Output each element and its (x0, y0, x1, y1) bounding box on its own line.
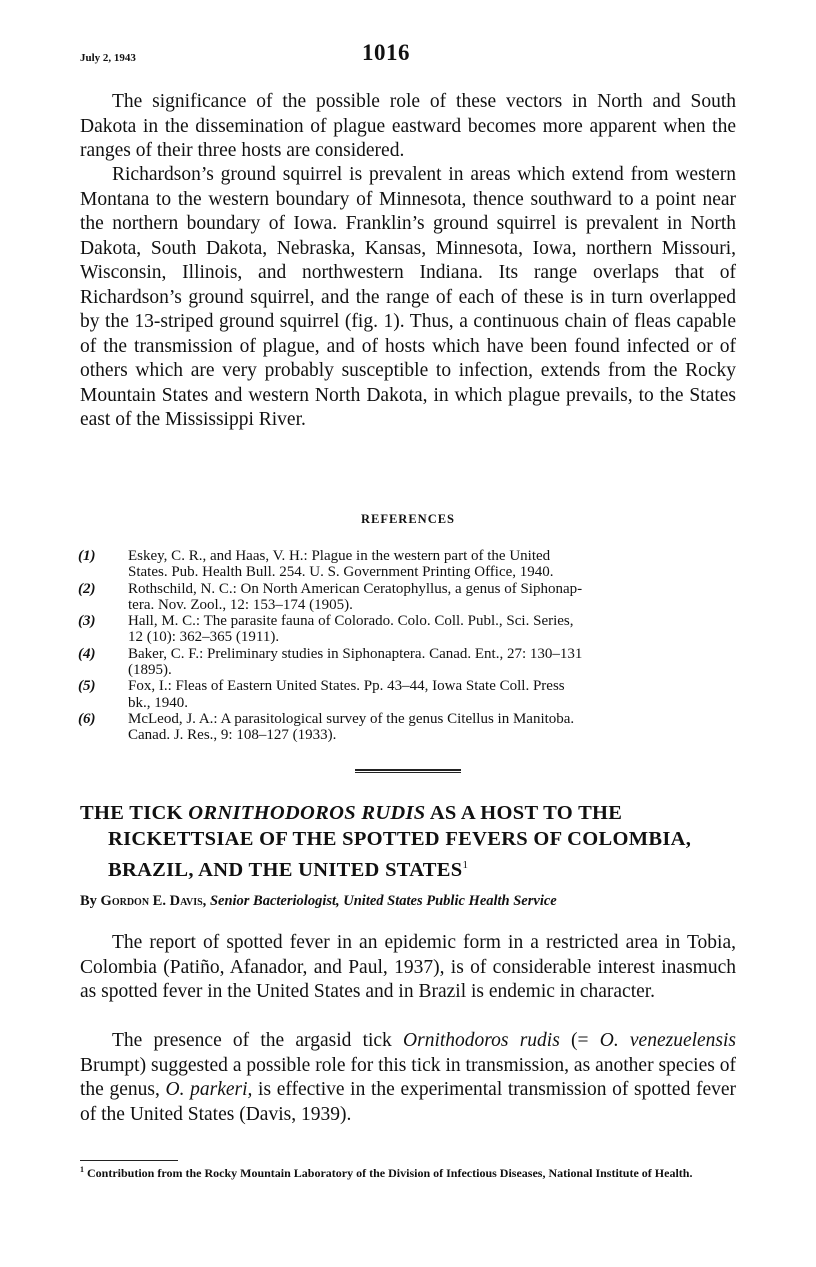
title-line (80, 852, 736, 883)
reference-text (128, 678, 738, 711)
title-line: RICKETTSIAE OF THE SPOTTED FEVERS OF COLOMBIA, (108, 828, 692, 850)
title-text: BRAZIL, AND THE UNITED STATES (108, 858, 463, 881)
reference-line: McLeod, J. A.: A parasitological survey of the genus Citellus in Manitoba. (128, 710, 575, 727)
reference-item (78, 711, 738, 744)
reference-text (128, 711, 738, 744)
reference-line: 12 (10): 362–365 (1911). (128, 629, 280, 646)
article-title (80, 800, 736, 883)
reference-line: Hall, M. C.: The parasite fauna of Colorado. Colo. Coll. Publ., Sci. Series, (128, 613, 574, 630)
body-paragraph-3 (80, 931, 736, 1005)
paragraph-text (80, 1029, 736, 1127)
text-run: is effective in the experimental transmission of spotted fever of the United States (Davis, 1939). (80, 1079, 737, 1125)
reference-line: Canad. J. Res., 9: 108–127 (1933). (128, 727, 337, 744)
text-run: Brumpt) suggested a possible role for this tick in transmission, as another species of the genus, (80, 1054, 736, 1100)
author-role: Senior Bacteriologist, United States Public Health Service (209, 893, 557, 909)
reference-number: (1) (78, 548, 96, 564)
section-divider (355, 769, 461, 771)
footnote-marker[interactable]: 1 (462, 859, 469, 871)
references-list (78, 548, 738, 744)
reference-item (78, 613, 738, 646)
body-paragraph-2 (80, 163, 736, 433)
body-paragraph-4 (80, 1029, 736, 1127)
reference-line: Eskey, C. R., and Haas, V. H.: Plague in the western part of the United (128, 548, 551, 564)
footnote-rule (80, 1160, 178, 1161)
reference-number: (6) (78, 710, 96, 727)
body-paragraph-1 (80, 90, 736, 164)
author-name: Gordon E. Davis, (100, 893, 207, 909)
species-name: Ornithodoros rudis (403, 1030, 560, 1051)
byline-by: By (80, 893, 97, 909)
reference-line: Fox, I.: Fleas of Eastern United States. Pp. 43–44, Iowa State Coll. Press (128, 678, 565, 695)
reference-number: (5) (78, 678, 96, 695)
footnote (80, 1163, 736, 1181)
footnote-mark: 1 (80, 1165, 84, 1174)
paragraph-text: Richardson’s ground squirrel is prevalent in areas which extend from western Montana to the western boundary of Minnesota, thence southward to a point near the northern boundary of Iowa. Franklin’s ground squirrel is prevalent in North Dakota, South Dakota, Nebraska, Kansas, Minnesota, Iowa, northern Missouri, Wisconsin, Illinois, and northwestern Indiana. Its range overlaps that of Richardson’s ground squirrel, and the range of each of these is in turn overlapped by the 13-striped ground squirrel (fig. 1). Thus, a continuous chain of fleas capable of the transmission of plague, and of hosts which have been found infected or of others which are very probably susceptible to infection, extends from the Rocky Mountain States and western North Dakota, in which plague prevails, to the States east of the Mississippi River. (80, 164, 736, 430)
reference-item (78, 678, 738, 711)
reference-item (78, 581, 738, 614)
text-run: (= (571, 1030, 589, 1051)
reference-text (128, 613, 738, 646)
reference-line: tera. Nov. Zool., 12: 153–174 (1905). (128, 596, 353, 613)
page-number: 1016 (362, 40, 410, 65)
species-name: O. parkeri, (165, 1079, 253, 1100)
reference-text (128, 646, 738, 679)
reference-number: (2) (78, 580, 96, 597)
reference-number: (4) (78, 645, 96, 662)
text-run: The presence of the argasid tick (112, 1030, 392, 1051)
reference-line: Rothschild, N. C.: On North American Ceratophyllus, a genus of Siphonap- (128, 580, 583, 597)
title-line (80, 800, 736, 826)
reference-item (78, 548, 738, 581)
title-rest: AS A HOST TO THE (429, 802, 623, 824)
reference-text (128, 581, 738, 614)
footnote-text: Contribution from the Rocky Mountain Laboratory of the Division of Infectious Diseases, National Institute of Health. (87, 1166, 693, 1180)
reference-line: States. Pub. Health Bull. 254. U. S. Government Printing Office, 1940. (128, 564, 554, 581)
section-divider (355, 772, 461, 773)
paragraph-text: The significance of the possible role of these vectors in North and South Dakota in the dissemination of plague eastward becomes more apparent when the ranges of their three hosts are considered. (80, 91, 736, 161)
reference-line: Baker, C. F.: Preliminary studies in Siphonaptera. Canad. Ent., 27: 130–131 (128, 645, 583, 662)
reference-item (78, 646, 738, 679)
title-prefix: THE TICK (80, 802, 183, 824)
paragraph-text: The report of spotted fever in an epidemic form in a restricted area in Tobia, Colombia (Patiño, Afanador, and Paul, 1937), is of considerable interest inasmuch as spotted fever in the United States and in Brazil is endemic in character. (80, 932, 736, 1002)
species-name: O. venezuelensis (599, 1030, 737, 1051)
title-species: ORNITHODOROS RUDIS (188, 802, 426, 824)
author-byline (80, 893, 736, 910)
reference-text (128, 548, 738, 581)
page-date: July 2, 1943 (80, 52, 136, 64)
reference-line: (1895). (128, 662, 172, 679)
reference-number: (3) (78, 613, 96, 630)
reference-line: bk., 1940. (128, 694, 188, 711)
references-heading: REFERENCES (360, 512, 456, 526)
